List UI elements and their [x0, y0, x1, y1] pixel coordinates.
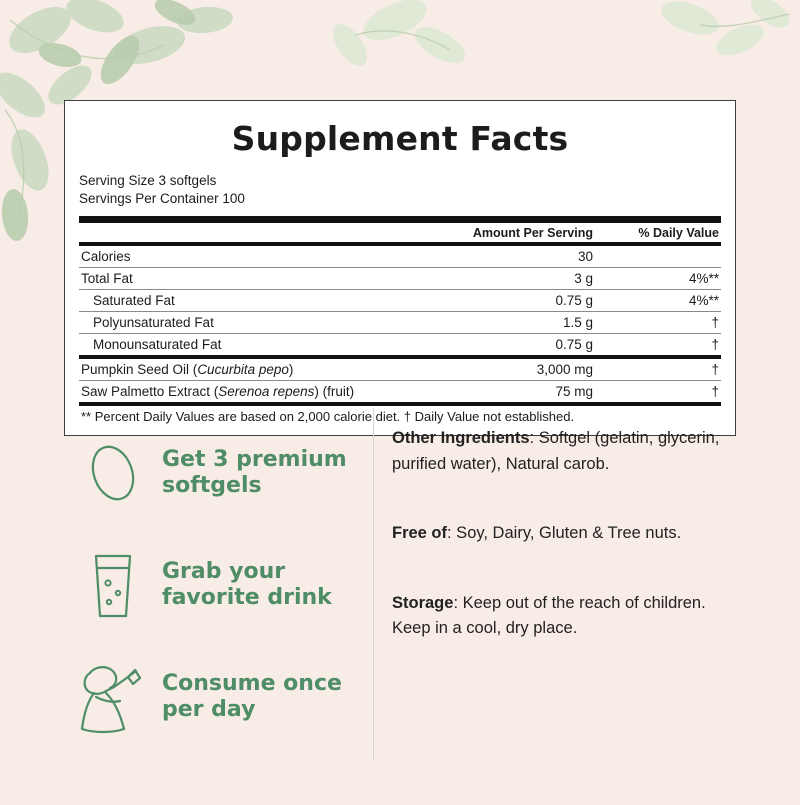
supplement-facts-table — [79, 216, 721, 427]
nutrient-daily-value: † — [621, 357, 721, 381]
footnote: ** Percent Daily Values are based on 2,000 calorie diet. † Daily Value not established. — [81, 409, 575, 425]
nutrient-name: Total Fat — [79, 268, 441, 290]
person-drinking-icon — [64, 657, 162, 737]
nutrient-daily-value: 4%** — [621, 290, 721, 312]
table-row — [79, 357, 721, 381]
column-header-name — [79, 220, 441, 245]
note-free-of — [392, 521, 742, 547]
usage-step — [64, 424, 373, 522]
nutrient-amount: 0.75 g — [441, 290, 621, 312]
nutrient-amount: 75 mg — [441, 381, 621, 405]
nutrient-name — [79, 381, 441, 405]
usage-steps — [64, 408, 374, 760]
drinking-glass-icon — [64, 546, 162, 624]
usage-step-label: Get 3 premium softgels — [162, 447, 347, 498]
note-text: : Soy, Dairy, Gluten & Tree nuts. — [447, 524, 682, 543]
nutrient-amount: 1.5 g — [441, 312, 621, 334]
nutrient-name: Calories — [79, 244, 441, 268]
ingredient-name-tail: ) (fruit) — [314, 384, 355, 400]
table-row — [79, 290, 721, 312]
table-row — [79, 244, 721, 268]
note-text: : Softgel (gelatin, glycerin, purified water), Natural carob. — [392, 429, 720, 473]
table-row — [79, 312, 721, 334]
table-row — [79, 381, 721, 405]
softgel-capsule-icon — [64, 438, 162, 508]
ingredient-name-tail: ) — [288, 362, 294, 378]
nutrient-daily-value: 4%** — [621, 268, 721, 290]
person-drinking-icon-svg — [70, 657, 156, 737]
supplement-facts-panel — [64, 100, 736, 436]
nutrient-name: Monounsaturated Fat — [79, 334, 441, 358]
nutrient-amount: 3,000 mg — [441, 357, 621, 381]
ingredient-name-text: Pumpkin Seed Oil ( — [81, 362, 198, 378]
nutrient-daily-value: † — [621, 312, 721, 334]
softgel-capsule-icon-svg — [78, 438, 148, 508]
ingredient-latin-name: Serenoa repens — [218, 384, 315, 400]
nutrient-name — [79, 357, 441, 381]
nutrient-name: Polyunsaturated Fat — [79, 312, 441, 334]
table-row — [79, 334, 721, 358]
usage-step-label: Grab your favorite drink — [162, 559, 332, 610]
table-column-headers — [79, 220, 721, 245]
servings-per-container: Servings Per Container 100 — [79, 191, 245, 207]
nutrient-name: Saturated Fat — [79, 290, 441, 312]
drinking-glass-icon-svg — [77, 546, 149, 624]
nutrient-amount: 30 — [441, 244, 621, 268]
ingredient-name-text: Saw Palmetto Extract ( — [81, 384, 219, 400]
note-heading: Storage — [392, 593, 454, 612]
table-row — [79, 268, 721, 290]
note-heading: Free of — [392, 524, 448, 543]
product-notes — [374, 408, 744, 760]
usage-section — [64, 408, 744, 760]
page-title: Supplement Facts — [231, 119, 569, 158]
usage-step-label: Consume once per day — [162, 671, 342, 722]
note-heading: Other Ingredients — [392, 429, 530, 447]
serving-size: Serving Size 3 softgels — [79, 173, 217, 188]
nutrient-amount: 0.75 g — [441, 334, 621, 358]
ingredient-latin-name: Cucurbita pepo — [197, 362, 289, 378]
nutrient-daily-value: † — [621, 381, 721, 405]
note-storage — [392, 591, 742, 642]
nutrient-amount: 3 g — [441, 268, 621, 290]
column-header-amount: Amount Per Serving — [441, 220, 621, 245]
usage-step — [64, 536, 373, 634]
nutrient-daily-value: † — [621, 334, 721, 358]
note-text: : Keep out of the reach of children. Keep in a cool, dry place. — [392, 593, 706, 638]
usage-step — [64, 648, 373, 746]
note-other-ingredients — [392, 426, 742, 477]
nutrient-daily-value — [621, 244, 721, 268]
column-header-daily-value: % Daily Value — [621, 220, 721, 245]
